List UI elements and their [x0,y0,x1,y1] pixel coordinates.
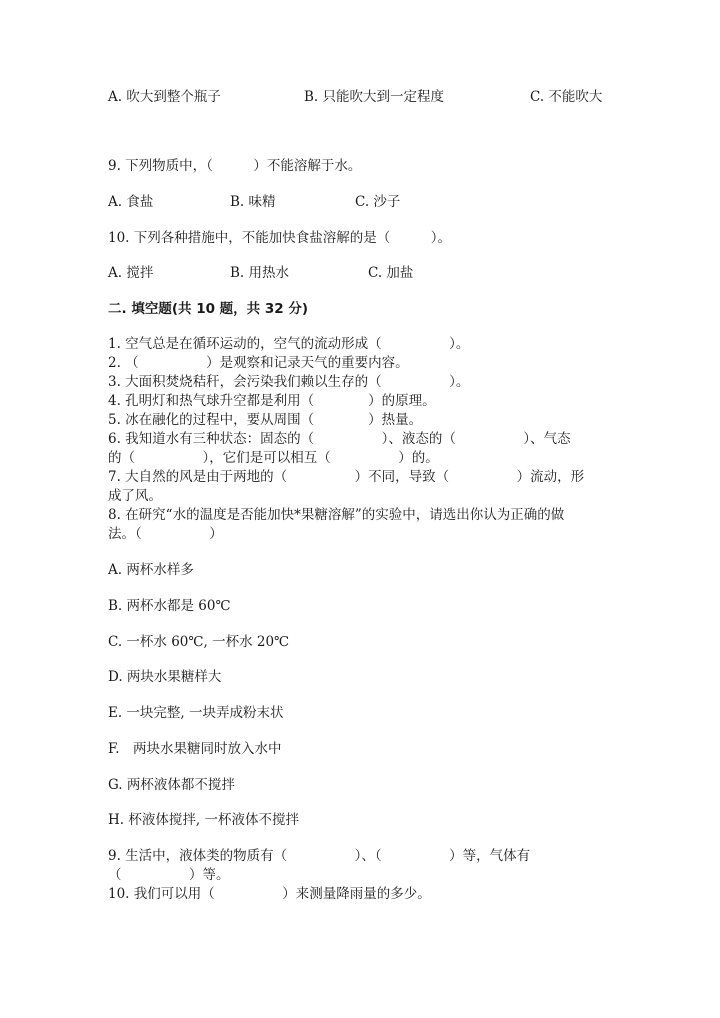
q8-choice-g[interactable]: G. 两杯液体都不搅拌 [108,777,235,793]
fill-item-7-line1: 7. 大自然的风是由于两地的（ ）不同，导致（ ）流动，形 [108,469,585,485]
fill-item-8-line2: 法。（ ） [108,526,223,542]
q8-choice-f[interactable]: F. 两块水果糖同时放入水中 [108,741,282,757]
fill-item-9-line1: 9. 生活中，液体类的物质有（ ）、（ ）等，气体有 [108,848,531,864]
q8-choice-e[interactable]: E. 一块完整, 一块弄成粉末状 [108,705,284,721]
fill-item-9-line2: （ ）等。 [108,867,230,883]
q10-option-a[interactable]: A. 搅拌 [108,265,154,281]
fill-item-8-line1: 8. 在研究“水的温度是否能加快*果糖溶解”的实验中，请选出你认为正确的做 [108,507,565,523]
fill-item-7-line2: 成了风。 [108,488,162,504]
question-10-stem: 10. 下列各种措施中，不能加快食盐溶解的是（ ）。 [108,230,452,246]
q8-choice-d[interactable]: D. 两块水果糖样大 [108,669,222,685]
q8-choice-c[interactable]: C. 一杯水 60℃, 一杯水 20℃ [108,634,290,650]
fill-item-5: 5. 冰在融化的过程中，要从周围（ ）热量。 [108,412,423,428]
q10-option-c[interactable]: C. 加盐 [368,265,414,281]
q9-option-a[interactable]: A. 食盐 [108,194,154,210]
q9-option-b[interactable]: B. 味精 [230,194,276,210]
fill-item-6-line1: 6. 我知道水有三种状态：固态的（ ）、液态的（ ）、气态 [108,431,571,447]
fill-item-6-line2: 的（ ），它们是可以相互（ ）的。 [108,450,439,466]
q9-option-c[interactable]: C. 沙子 [355,194,401,210]
option-c[interactable]: C. 不能吹大 [530,89,603,105]
fill-item-3: 3. 大面积焚烧秸秆，会污染我们赖以生存的（ ）。 [108,374,470,390]
option-b[interactable]: B. 只能吹大到一定程度 [304,89,445,105]
q10-option-b[interactable]: B. 用热水 [230,265,290,281]
fill-item-4: 4. 孔明灯和热气球升空都是利用（ ）的原理。 [108,393,436,409]
question-9-stem: 9. 下列物质中，（ ）不能溶解于水。 [108,158,362,174]
fill-item-2: 2. （ ）是观察和记录天气的重要内容。 [108,355,409,371]
fill-item-1: 1. 空气总是在循环运动的，空气的流动形成（ ）。 [108,336,470,352]
option-a[interactable]: A. 吹大到整个瓶子 [108,89,221,105]
q8-choice-a[interactable]: A. 两杯水样多 [108,562,194,578]
section-heading: 二. 填空题(共 10 题，共 32 分) [108,301,309,317]
fill-item-10: 10. 我们可以用（ ）来测量降雨量的多少。 [108,886,431,902]
q8-choice-b[interactable]: B. 两杯水都是 60℃ [108,598,231,614]
q8-choice-h[interactable]: H. 杯液体搅拌, 一杯液体不搅拌 [108,812,299,828]
